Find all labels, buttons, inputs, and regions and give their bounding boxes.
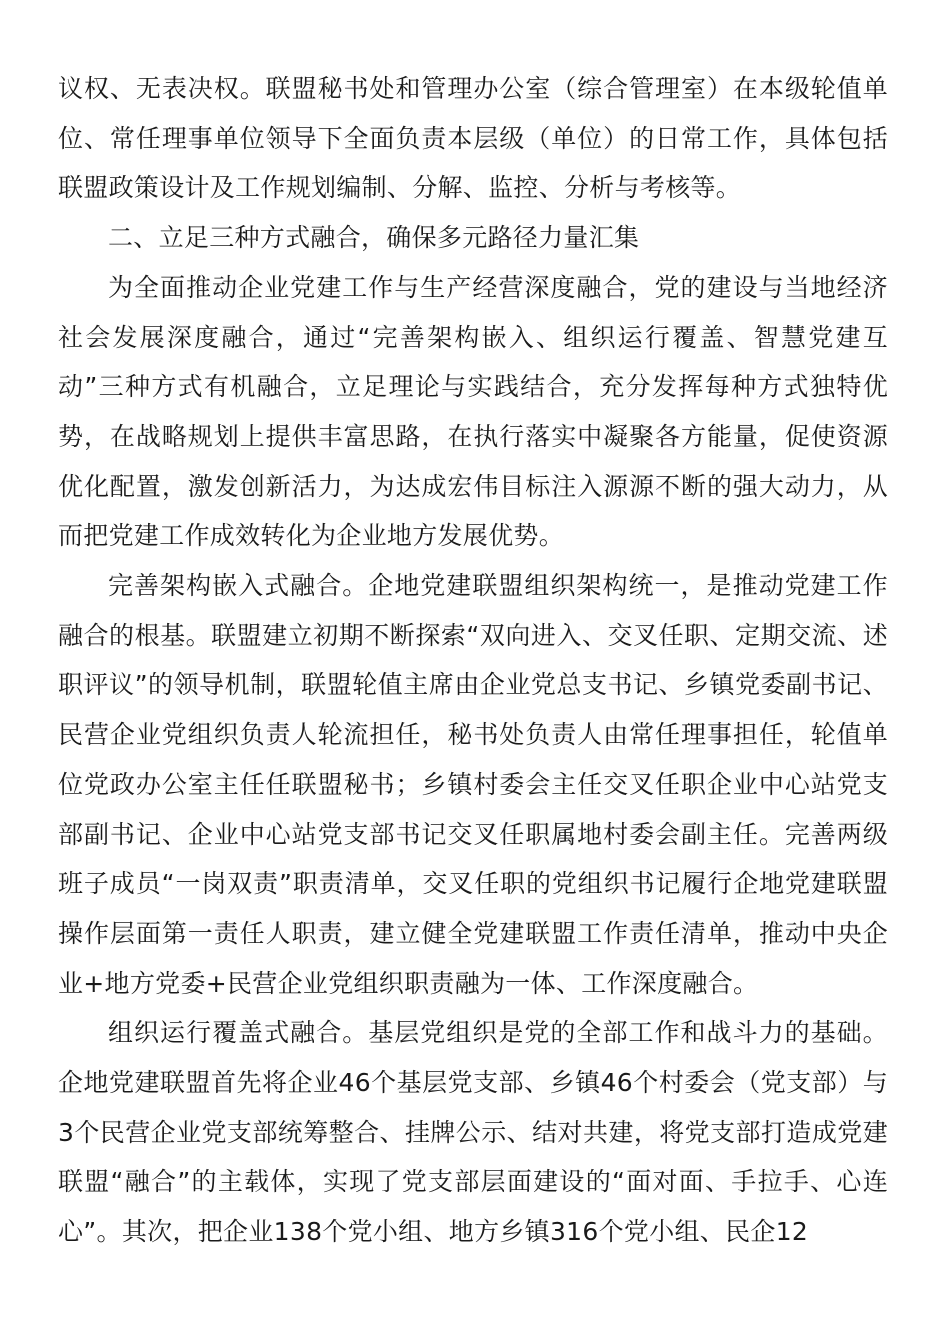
section-heading: 二、立足三种方式融合，确保多元路径力量汇集 (108, 223, 640, 253)
paragraph-continuation: 议权、无表决权。联盟秘书处和管理办公室（综合管理室）在本级轮值单位、常任理事单位领导下全面负责本层级（单位）的日常工作，具体包括联盟政策设计及工作规划编制、分解、监控、分析与考核等。 (58, 74, 888, 203)
document-body (58, 64, 888, 1257)
paragraph-intro: 为全面推动企业党建工作与生产经营深度融合，党的建设与当地经济社会发展深度融合，通过“完善架构嵌入、组织运行覆盖、智慧党建互动”三种方式有机融合，立足理论与实践结合，充分发挥每种方式独特优势，在战略规划上提供丰富思路，在执行落实中凝聚各方能量，促使资源优化配置，激发创新活力，为达成宏伟目标注入源源不断的强大动力，从而把党建工作成效转化为企业地方发展优势。 (58, 272, 888, 551)
paragraph-organization: 组织运行覆盖式融合。基层党组织是党的全部工作和战斗力的基础。企地党建联盟首先将企业46个基层党支部、乡镇46个村委会（党支部）与3个民营企业党支部统筹整合、挂牌公示、结对共建，将党支部打造成党建联盟“融合”的主载体，实现了党支部层面建设的“面对面、手拉手、心连心”。其次，把企业138个党小组、地方乡镇316个党小组、民企12 (58, 1018, 888, 1247)
paragraph-architecture: 完善架构嵌入式融合。企地党建联盟组织架构统一，是推动党建工作融合的根基。联盟建立初期不断探索“双向进入、交叉任职、定期交流、述职评议”的领导机制，联盟轮值主席由企业党总支书记、乡镇党委副书记、民营企业党组织负责人轮流担任，秘书处负责人由常任理事担任，轮值单位党政办公室主任任联盟秘书；乡镇村委会主任交叉任职企业中心站党支部副书记、企业中心站党支部书记交叉任职属地村委会副主任。完善两级班子成员“一岗双责”职责清单，交叉任职的党组织书记履行企地党建联盟操作层面第一责任人职责，建立健全党建联盟工作责任清单，推动中央企业+地方党委+民营企业党组织职责融为一体、工作深度融合。 (58, 571, 888, 998)
